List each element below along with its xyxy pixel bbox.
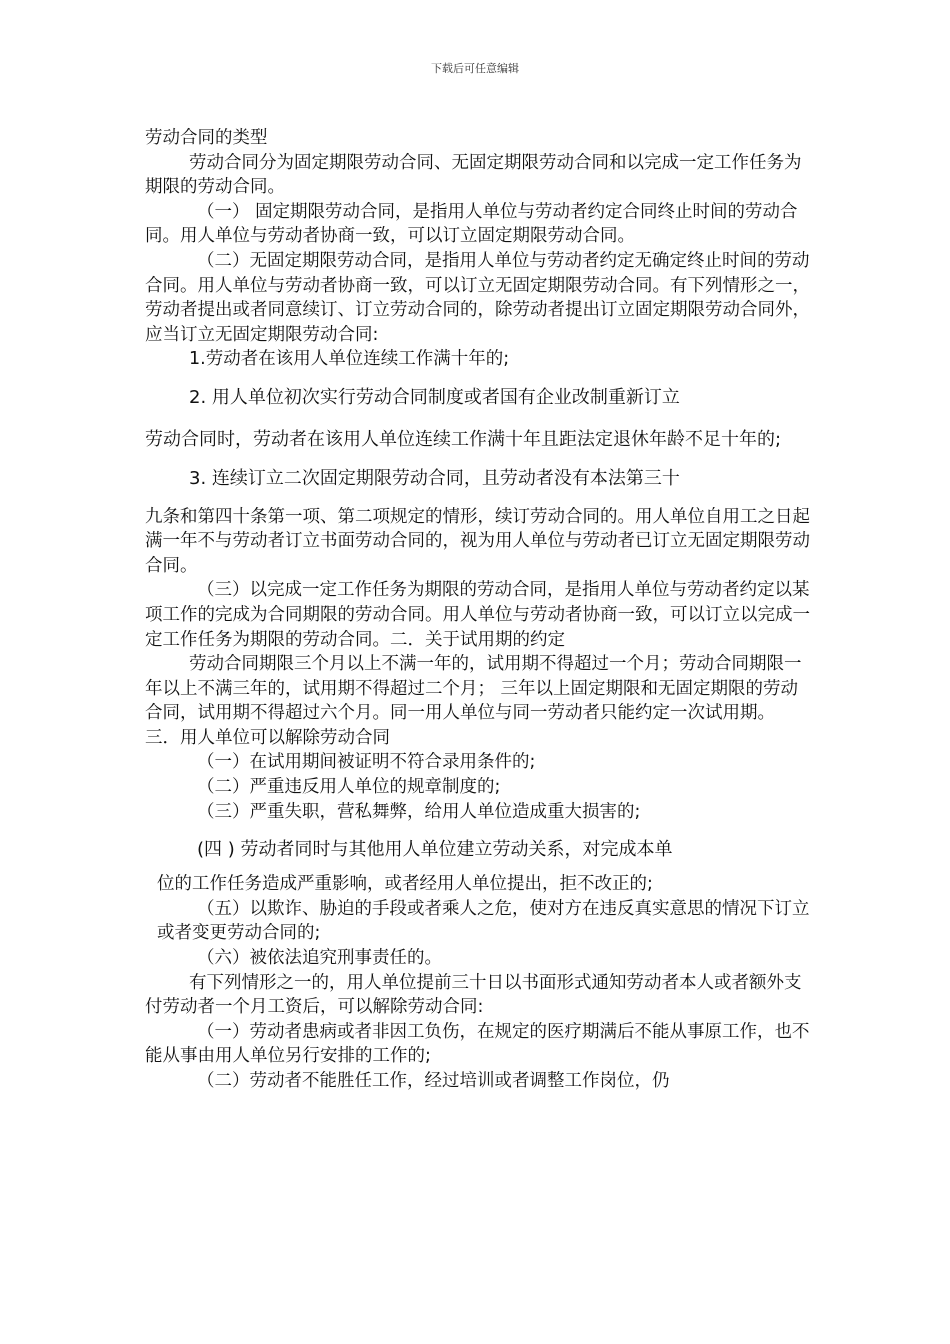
paragraph: 劳动合同期限三个月以上不满一年的，试用期不得超过一个月；劳动合同期限一年以上不满三年的，试用期不得超过二个月； 三年以上固定期限和无固定期限的劳动合同，试用期不得超过六个月。同一用人单位与同一劳动者只能约定一次试用期。	[145, 654, 802, 724]
list-item: （五）以欺诈、胁迫的手段或者乘人之危，使对方在违反真实意思的情况下订立或者变更劳动合同的;	[157, 898, 810, 944]
document-body	[145, 126, 815, 1094]
section-heading: 三．用人单位可以解除劳动合同	[145, 727, 390, 748]
paragraph: 劳动合同时，劳动者在该用人单位连续工作满十年且距法定退休年龄不足十年的;	[145, 428, 782, 450]
page-header: 下载后可任意编辑	[431, 62, 519, 75]
list-item: （二）劳动者不能胜任工作，经过培训或者调整工作岗位，仍	[197, 1071, 670, 1091]
paragraph: 位的工作任务造成严重影响，或者经用人单位提出，拒不改正的;	[157, 874, 653, 895]
list-item: (四 ) 劳动者同时与其他用人单位建立劳动关系，对完成本单	[197, 839, 673, 861]
list-item: （三）严重失职，营私舞弊，给用人单位造成重大损害的;	[197, 801, 641, 822]
list-item: （一）在试用期间被证明不符合录用条件的;	[197, 752, 536, 773]
paragraph: （二）无固定期限劳动合同，是指用人单位与劳动者约定无确定终止时间的劳动合同。用人单位与劳动者协商一致，可以订立无固定期限劳动合同。有下列情形之一，劳动者提出或者同意续订、订立劳动合同的，除劳动者提出订立固定期限劳动合同外，应当订立无固定期限劳动合同:	[145, 250, 810, 345]
paragraph: 劳动合同分为固定期限劳动合同、无固定期限劳动合同和以完成一定工作任务为期限的劳动合同。	[145, 152, 802, 198]
list-item: 2. 用人单位初次实行劳动合同制度或者国有企业改制重新订立	[189, 386, 680, 408]
list-item: （一）劳动者患病或者非因工负伤，在规定的医疗期满后不能从事原工作，也不能从事由用人单位另行安排的工作的;	[145, 1021, 810, 1067]
list-item: （二）严重违反用人单位的规章制度的;	[197, 777, 501, 798]
doc-title: 劳动合同的类型	[145, 128, 268, 148]
paragraph: 九条和第四十条第一项、第二项规定的情形，续订劳动合同的。用人单位自用工之日起满一年不与劳动者订立书面劳动合同的，视为用人单位与劳动者已订立无固定期限劳动合同。	[145, 506, 810, 576]
list-item: （六）被依法追究刑事责任的。	[197, 948, 442, 969]
paragraph: （三）以完成一定工作任务为期限的劳动合同，是指用人单位与劳动者约定以某项工作的完成为合同期限的劳动合同。用人单位与劳动者协商一致，可以订立以完成一定工作任务为期限的劳动合同。二．关于试用期的约定	[145, 580, 810, 650]
paragraph: （一） 固定期限劳动合同，是指用人单位与劳动者约定合同终止时间的劳动合同。用人单位与劳动者协商一致，可以订立固定期限劳动合同。	[145, 201, 798, 247]
list-item: 3. 连续订立二次固定期限劳动合同，且劳动者没有本法第三十	[189, 467, 680, 489]
list-item: 1.劳动者在该用人单位连续工作满十年的;	[189, 349, 510, 370]
paragraph: 有下列情形之一的，用人单位提前三十日以书面形式通知劳动者本人或者额外支付劳动者一个月工资后，可以解除劳动合同:	[145, 972, 802, 1018]
